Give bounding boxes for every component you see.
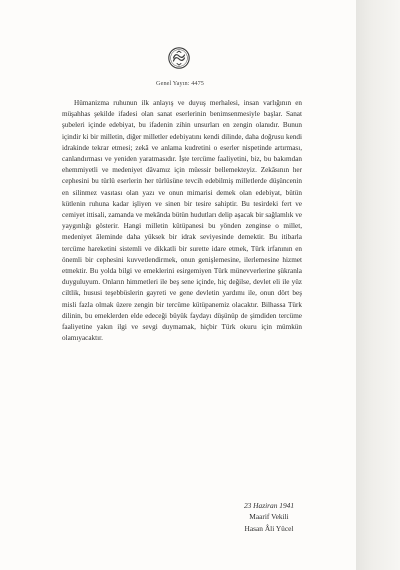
preface-text: Hümanizma ruhunun ilk anlayış ve duyuş merhalesi, insan varlığının en müşahhas şekilde ifadesi olan sanat eserlerinin benimsenmesiyle başlar. Sanat şubeleri içinde edebiyat, bu ifadenin zihin unsurları en zengin olanıdır. Bunun içindir ki bir milletin, diğer milletler edebiyatını kendi dilinde, daha doğrusu kendi idrakinde tekrar etmesi; zekâ ve anlama kudretini o eserler nispetinde artırması, canlandırması ve yeniden yaratmasıdır. İşte tercüme faaliyetini, biz, bu bakımdan ehemmiyetli ve medeniyet dâvamız için müessir bellemekteyiz. Zekâsının her cephesini bu türlü eserlerin her türlüsüne tevcih edebilmiş milletlerde düşüncenin en silinmez vasıtası olan yazı ve onun mimarisi demek olan edebiyat, bütün kütlenin ruhuna kadar işliyen ve sinen bir tesire sahiptir. Bu tesirdeki fert ve cemiyet ittisali, zamanda ve mekânda bütün hudutları delip aşacak bir sağlamlık ve yaygınlığı gösterir. Hangi milletin kütüpanesi bu yönden zenginse o millet, medeniyet âleminde daha yüksek bir idrak seviyesinde demektir. Bu itibarla tercüme hareketini sistemli ve dikkatli bir surette idare etmek, Türk irfanının en önemli bir cephesini kuvvetlendirmek, onun genişlemesine, ilerlemesine hizmet etmektir. Bu yolda bilgi ve emeklerini esirgemiyen Türk münevverlerine şükranla duyguluyum. Onların himmetleri ile beş sene içinde, hiç değilse, devlet eli ile yüz ciltlik, hususi teşebbüslerin gayreti ve gene devletin yardımı ile, onun dört beş misli fazla olmak üzere zengin bir tercüme kütüpanemiz olacaktır. Bilhassa Türk dilinin, bu emeklerden elde edeceği büyük faydayı düşünüp de şimdiden tercüme faaliyetine yakın ilgi ve sevgi duymamak, hiçbir Türk okuru için mümkün olamıyacaktır. [62,99,302,343]
signature-block [232,500,306,534]
signature-title: Maarif Vekili [249,512,289,522]
signature-name: Hasan Âli Yücel [244,523,294,533]
series-number: Genel Yayın: 4475 [156,80,204,87]
page-edge-shadow [356,0,400,570]
publisher-emblem-icon [168,47,190,69]
signature-date: 23 Haziran 1941 [243,501,295,510]
